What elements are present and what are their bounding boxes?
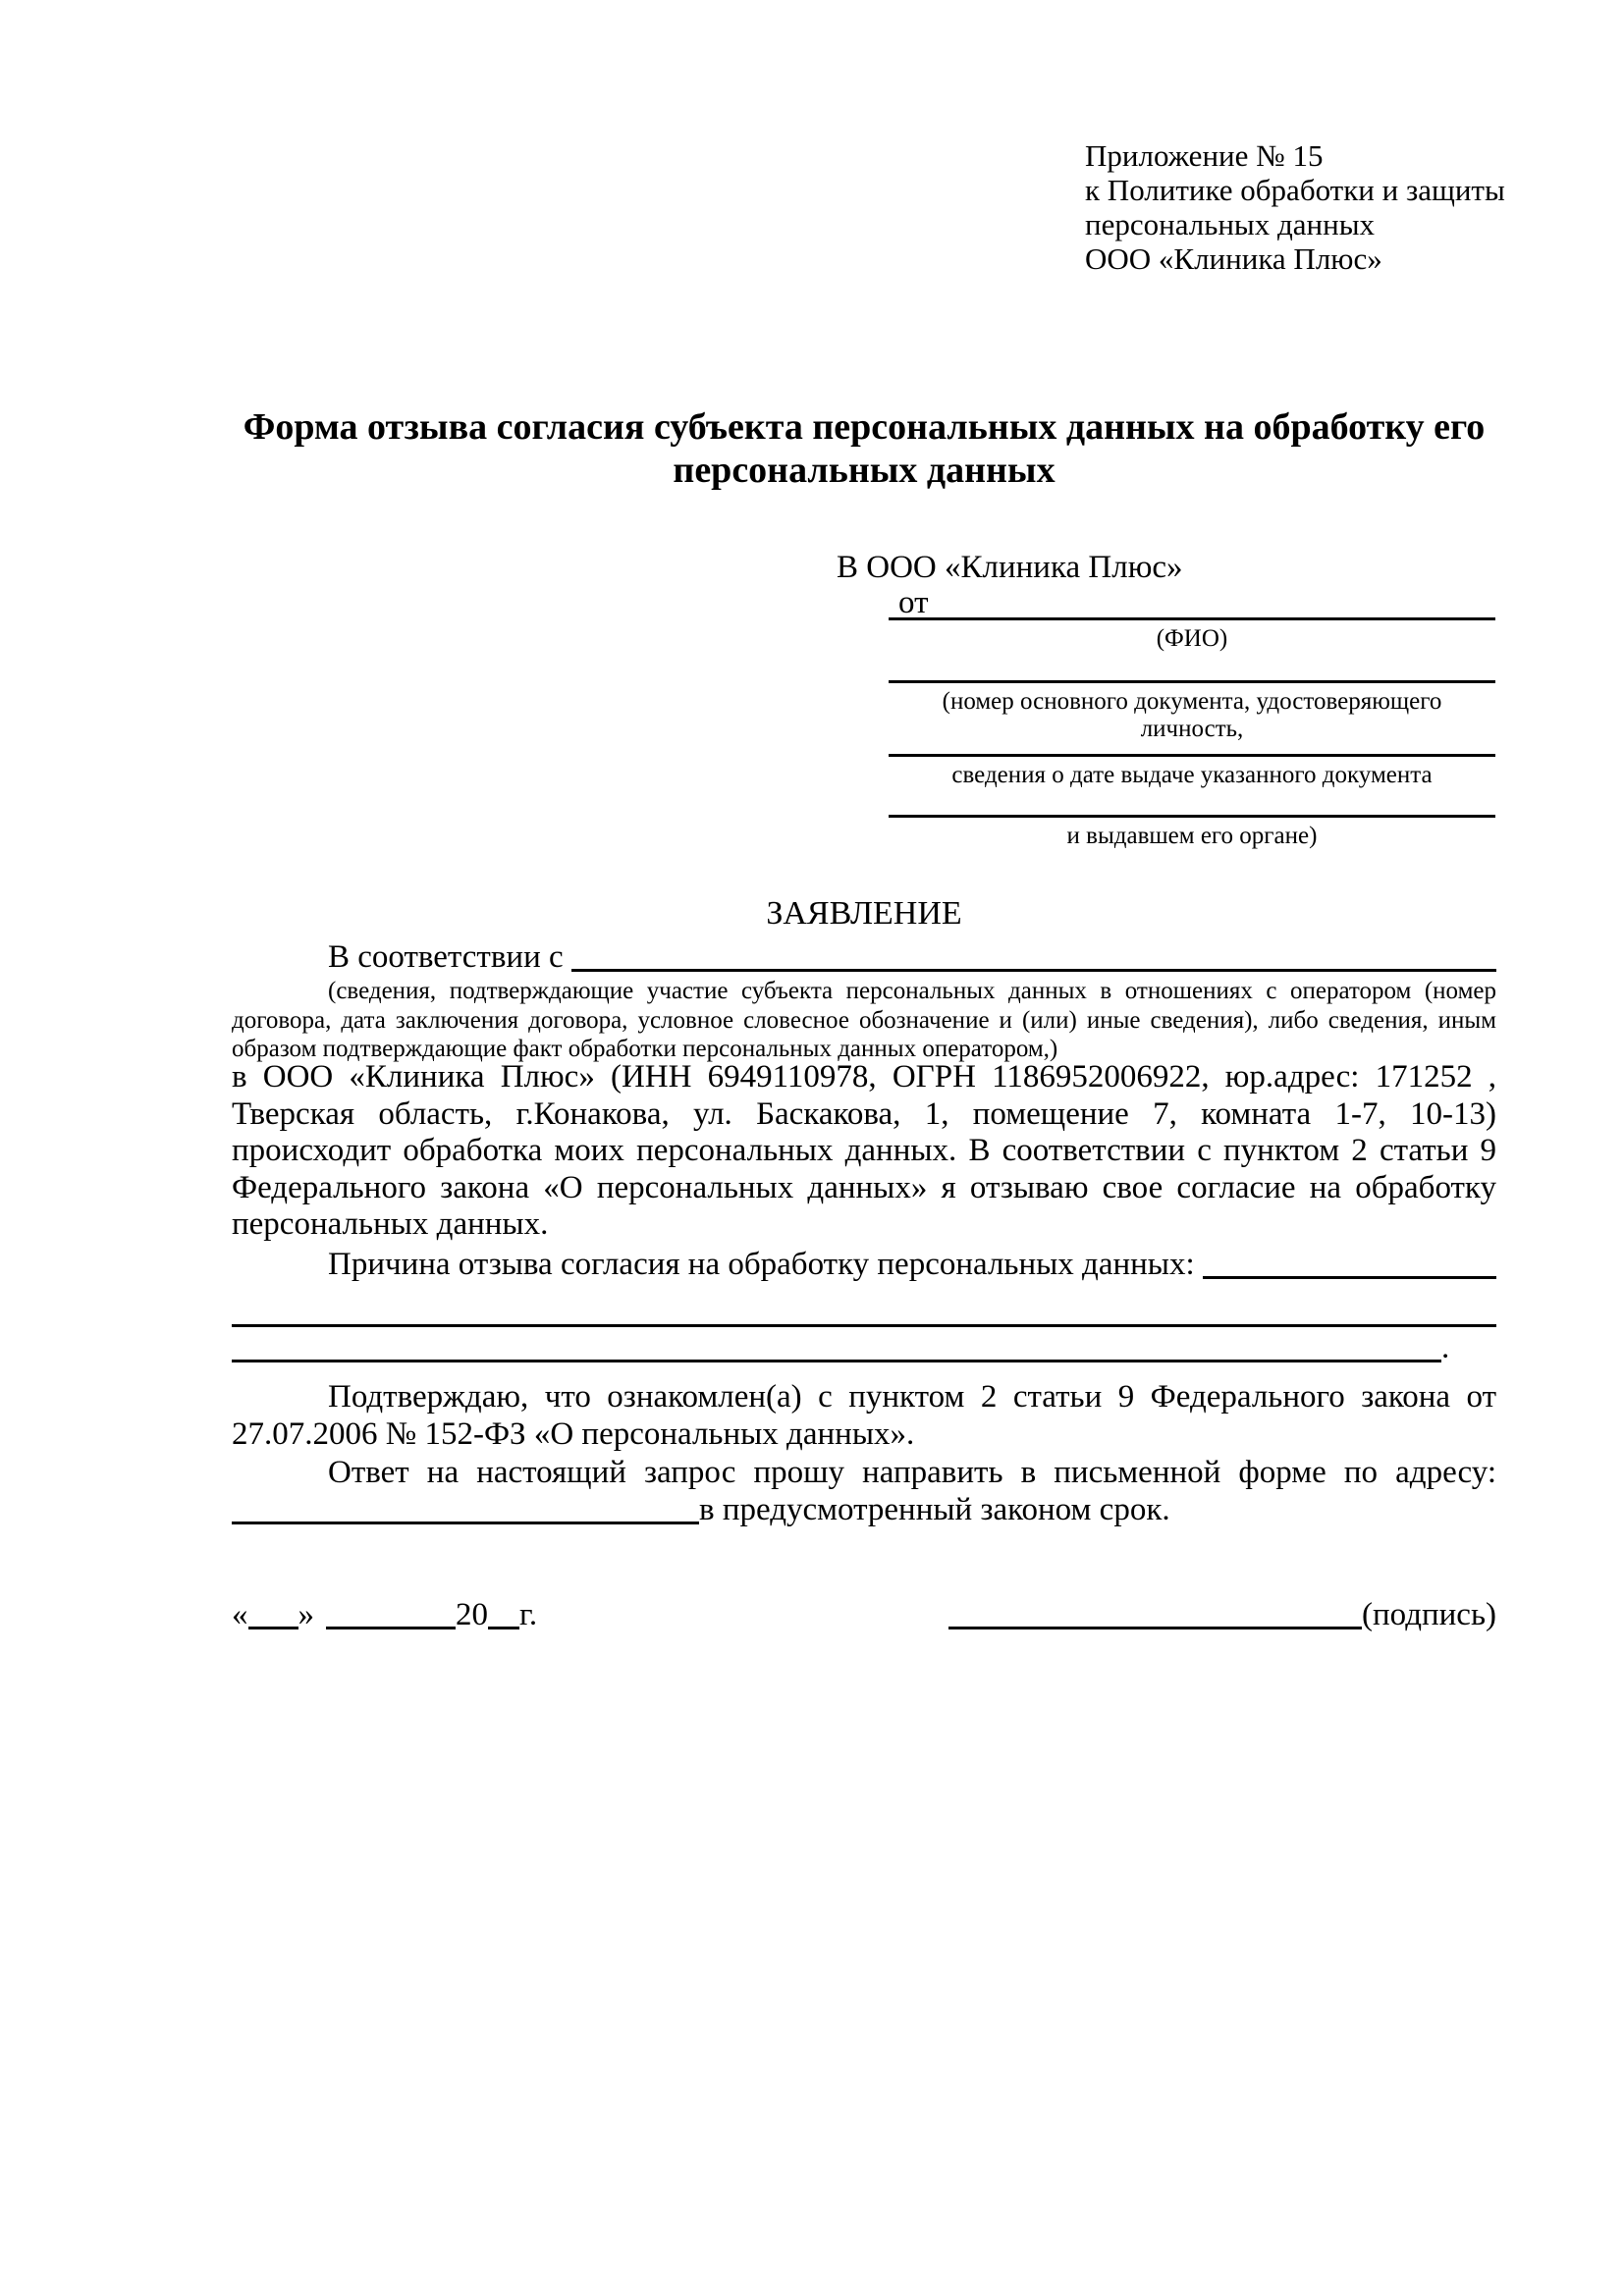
reply-prefix-text: Ответ на настоящий запрос прошу направить в письменной форме по адресу: <box>328 1455 1496 1490</box>
appendix-line-4: ООО «Клиника Плюс» <box>1085 241 1382 276</box>
year-prefix: 20 <box>456 1597 488 1632</box>
appendix-block <box>1085 138 1505 276</box>
document-title: Форма отзыва согласия субъекта персональных данных на обработку его персональных данных <box>243 406 1486 491</box>
appendix-line-1: Приложение № 15 <box>1085 138 1324 173</box>
date-group <box>232 1596 537 1633</box>
fio-field-label: (ФИО) <box>1156 625 1228 652</box>
appendix-line-2: к Политике обработки и защиты <box>1085 173 1505 207</box>
doc-issuer-field-label: и выдавшем его органе) <box>1066 823 1318 849</box>
date-month-field-line[interactable] <box>326 1627 456 1629</box>
doc-date-field-label: сведения о дате выдаче указанного документа <box>951 762 1433 788</box>
statement-heading: ЗАЯВЛЕНИЕ <box>766 895 962 932</box>
footer-row <box>232 1596 1496 1633</box>
basis-field-line[interactable] <box>571 969 1496 972</box>
signature-group <box>948 1596 1496 1633</box>
date-open-quote: « <box>232 1597 248 1632</box>
basis-note-text: (сведения, подтверждающие участие субъекта персональных данных в отношениях с оператором (номер договора, дата заключения договора, условное словесное обозначение и (или) иные сведения), либо сведения, иным образом подтверждающие факт обработки персональных данных оператором,) <box>232 978 1496 1062</box>
reply-suffix-text: в предусмотренный законом срок. <box>699 1492 1170 1527</box>
sentence-period: . <box>1441 1330 1450 1365</box>
doc-issuer-field-line[interactable] <box>889 815 1495 818</box>
appendix-line-3: персональных данных <box>1085 207 1376 241</box>
confirmation-paragraph: Подтверждаю, что ознакомлен(а) с пунктом 2 статьи 9 Федерального закона от 27.07.2006 № 152-ФЗ «О персональных данных». <box>232 1379 1496 1452</box>
date-close-quote: » <box>298 1597 314 1632</box>
intro-prefix-text: В соответствии с <box>328 939 564 975</box>
reason-field-row-3 <box>232 1327 1496 1365</box>
body-paragraph: в ООО «Клиника Плюс» (ИНН 6949110978, ОГРН 1186952006922, юр.адрес: 171252 , Тверская область, г.Конакова, ул. Баскакова, 1, помещение 7, комната 1-7, 10-13) происходит обработка моих персональных данных. В соответствии с пунктом 2 статьи 9 Федерального закона «О персональных данных» я отзываю свое согласие на обработку персональных данных. <box>232 1059 1496 1243</box>
reason-row <box>232 1246 1496 1283</box>
doc-number-field-line[interactable] <box>889 680 1495 683</box>
signature-field-line[interactable] <box>948 1627 1362 1629</box>
date-day-field-line[interactable] <box>248 1627 298 1629</box>
recipient-organization: В ООО «Клиника Плюс» <box>837 550 1183 585</box>
reason-label: Причина отзыва согласия на обработку персональных данных: <box>328 1247 1195 1282</box>
reason-field-line-1[interactable] <box>1203 1276 1496 1279</box>
doc-date-field-line[interactable] <box>889 754 1495 757</box>
intro-row <box>232 938 1496 976</box>
date-year-field-line[interactable] <box>488 1627 519 1629</box>
fio-field-line[interactable] <box>889 617 1495 620</box>
from-label: от <box>898 585 929 620</box>
reply-address-field-line[interactable] <box>232 1522 699 1524</box>
reason-field-line-3[interactable] <box>232 1327 1441 1362</box>
year-suffix: г. <box>519 1597 538 1632</box>
signature-label: (подпись) <box>1362 1597 1496 1632</box>
doc-number-field-label: (номер основного документа, удостоверяющего личность, <box>942 688 1442 742</box>
reply-paragraph <box>232 1454 1496 1528</box>
